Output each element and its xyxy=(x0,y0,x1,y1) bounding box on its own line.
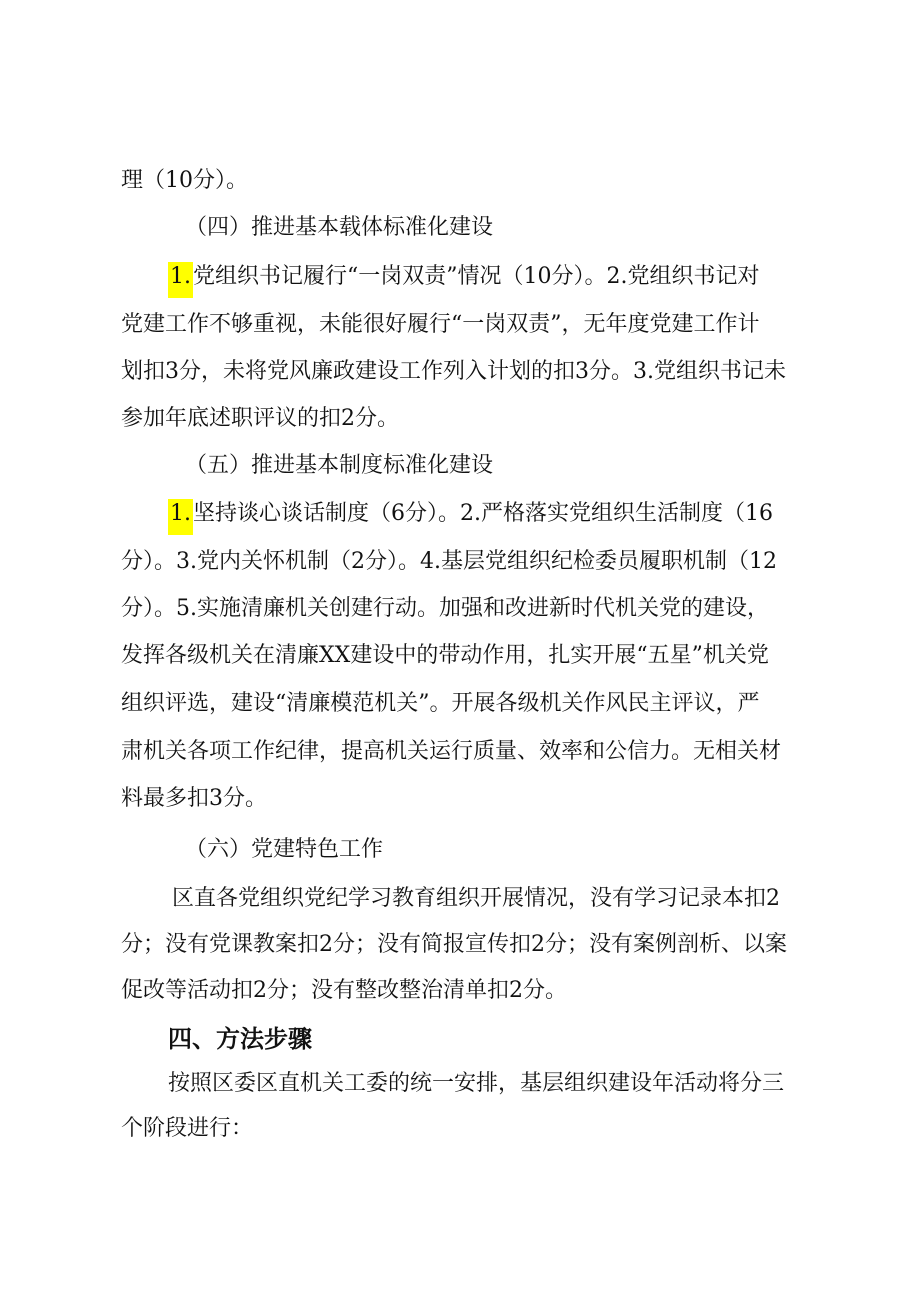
text-line: 分；没有党课教案扣2分；没有简报宣传扣2分；没有案例剖析、以案 xyxy=(121,932,787,957)
text-line: 按照区委区直机关工委的统一安排，基层组织建设年活动将分三 xyxy=(168,1071,785,1096)
section-title: 四、方法步骤 xyxy=(168,1025,312,1053)
text-line: 分）。5.实施清廉机关创建行动。加强和改进新时代机关党的建设， xyxy=(121,596,769,621)
text-line: 1.坚持谈心谈话制度（6分）。2.严格落实党组织生活制度（16 xyxy=(168,499,773,529)
text-line: 肃机关各项工作纪律，提高机关运行质量、效率和公信力。无相关材 xyxy=(121,739,782,764)
text-line: 理（10分）。 xyxy=(121,168,248,193)
text-line: 组织评选，建设“清廉模范机关”。开展各级机关作风民主评议，严 xyxy=(121,691,760,716)
section-heading-5: （五）推进基本制度标准化建设 xyxy=(185,453,494,478)
text-line: 分）。3.党内关怀机制（2分）。4.基层党组织纪检委员履职机制（12 xyxy=(121,549,777,574)
section-heading-6: （六）党建特色工作 xyxy=(185,837,384,862)
text-line: 发挥各级机关在清廉XX建设中的带动作用，扎实开展“五星”机关党 xyxy=(121,643,769,668)
section-heading-4: （四）推进基本载体标准化建设 xyxy=(185,215,494,240)
highlighted-number: 1. xyxy=(168,262,193,298)
text-line: 参加年底述职评议的扣2分。 xyxy=(121,406,399,431)
text-line: 促改等活动扣2分；没有整改整治清单扣2分。 xyxy=(121,978,567,1003)
highlighted-number: 1. xyxy=(168,499,193,535)
text-line: 个阶段进行： xyxy=(121,1116,254,1141)
text-line: 1.党组织书记履行“一岗双责”情况（10分）。2.党组织书记对 xyxy=(168,262,759,292)
text-line: 划扣3分，未将党风廉政建设工作列入计划的扣3分。3.党组织书记未 xyxy=(121,359,786,384)
text-line: 党建工作不够重视，未能很好履行“一岗双责”，无年度党建工作计 xyxy=(121,312,760,337)
text-line: 料最多扣3分。 xyxy=(121,786,267,811)
text-line: 区直各党组织党纪学习教育组织开展情况，没有学习记录本扣2 xyxy=(172,886,780,911)
